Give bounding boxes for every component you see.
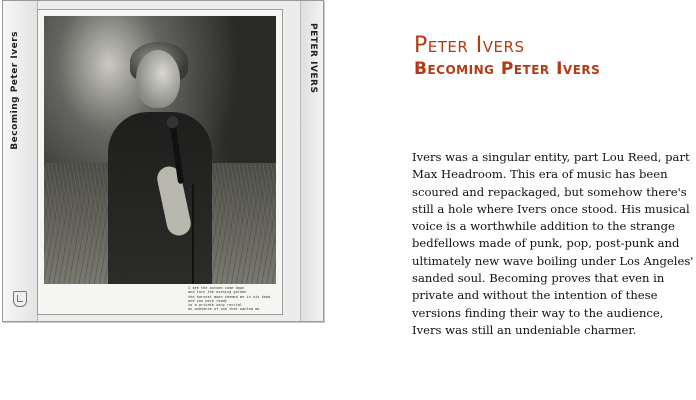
microphone-cord <box>192 184 194 284</box>
cover-photo <box>44 16 276 284</box>
side-title: PETER IVERS <box>308 23 318 94</box>
label-logo-icon <box>13 291 27 307</box>
cover-caption <box>188 286 280 312</box>
album-title: Becoming Peter Ivers <box>414 59 601 79</box>
review-text: Ivers was a singular entity, part Lou Reed, part Max Headroom. This era of music has been scoured and repackaged, but somehow there's still a hole where Ivers once stood. His musical voice is a worthwhile addition to the strange bedfellows made of punk, pop, post-punk and ultimately new wave boiling under Los Angeles' sanded soul. Becoming proves that even in private and without the intention of these versions finding their way to the audience, Ivers was still an undeniable charmer. <box>412 150 694 337</box>
caption-line: the harvest moon seemed me in his head <box>188 294 271 299</box>
caption-line: and turn the evening golden <box>188 290 247 295</box>
review-heading <box>414 34 600 80</box>
caption-line: and you were ready <box>188 298 227 303</box>
artist-title: Peter Ivers <box>414 33 525 58</box>
singer-body <box>108 112 212 284</box>
caption-line: to a private sony recital <box>188 303 243 308</box>
album-cover-image <box>2 0 324 322</box>
cover-photo-frame <box>37 9 283 315</box>
album-spine <box>3 1 38 321</box>
caption-line: an audience of one that wanted me <box>188 307 260 312</box>
album-side-panel <box>300 1 323 321</box>
singer-head <box>136 50 180 108</box>
caption-line: I see the autumn come down <box>188 286 245 290</box>
spine-title: Becoming Peter Ivers <box>10 31 20 150</box>
